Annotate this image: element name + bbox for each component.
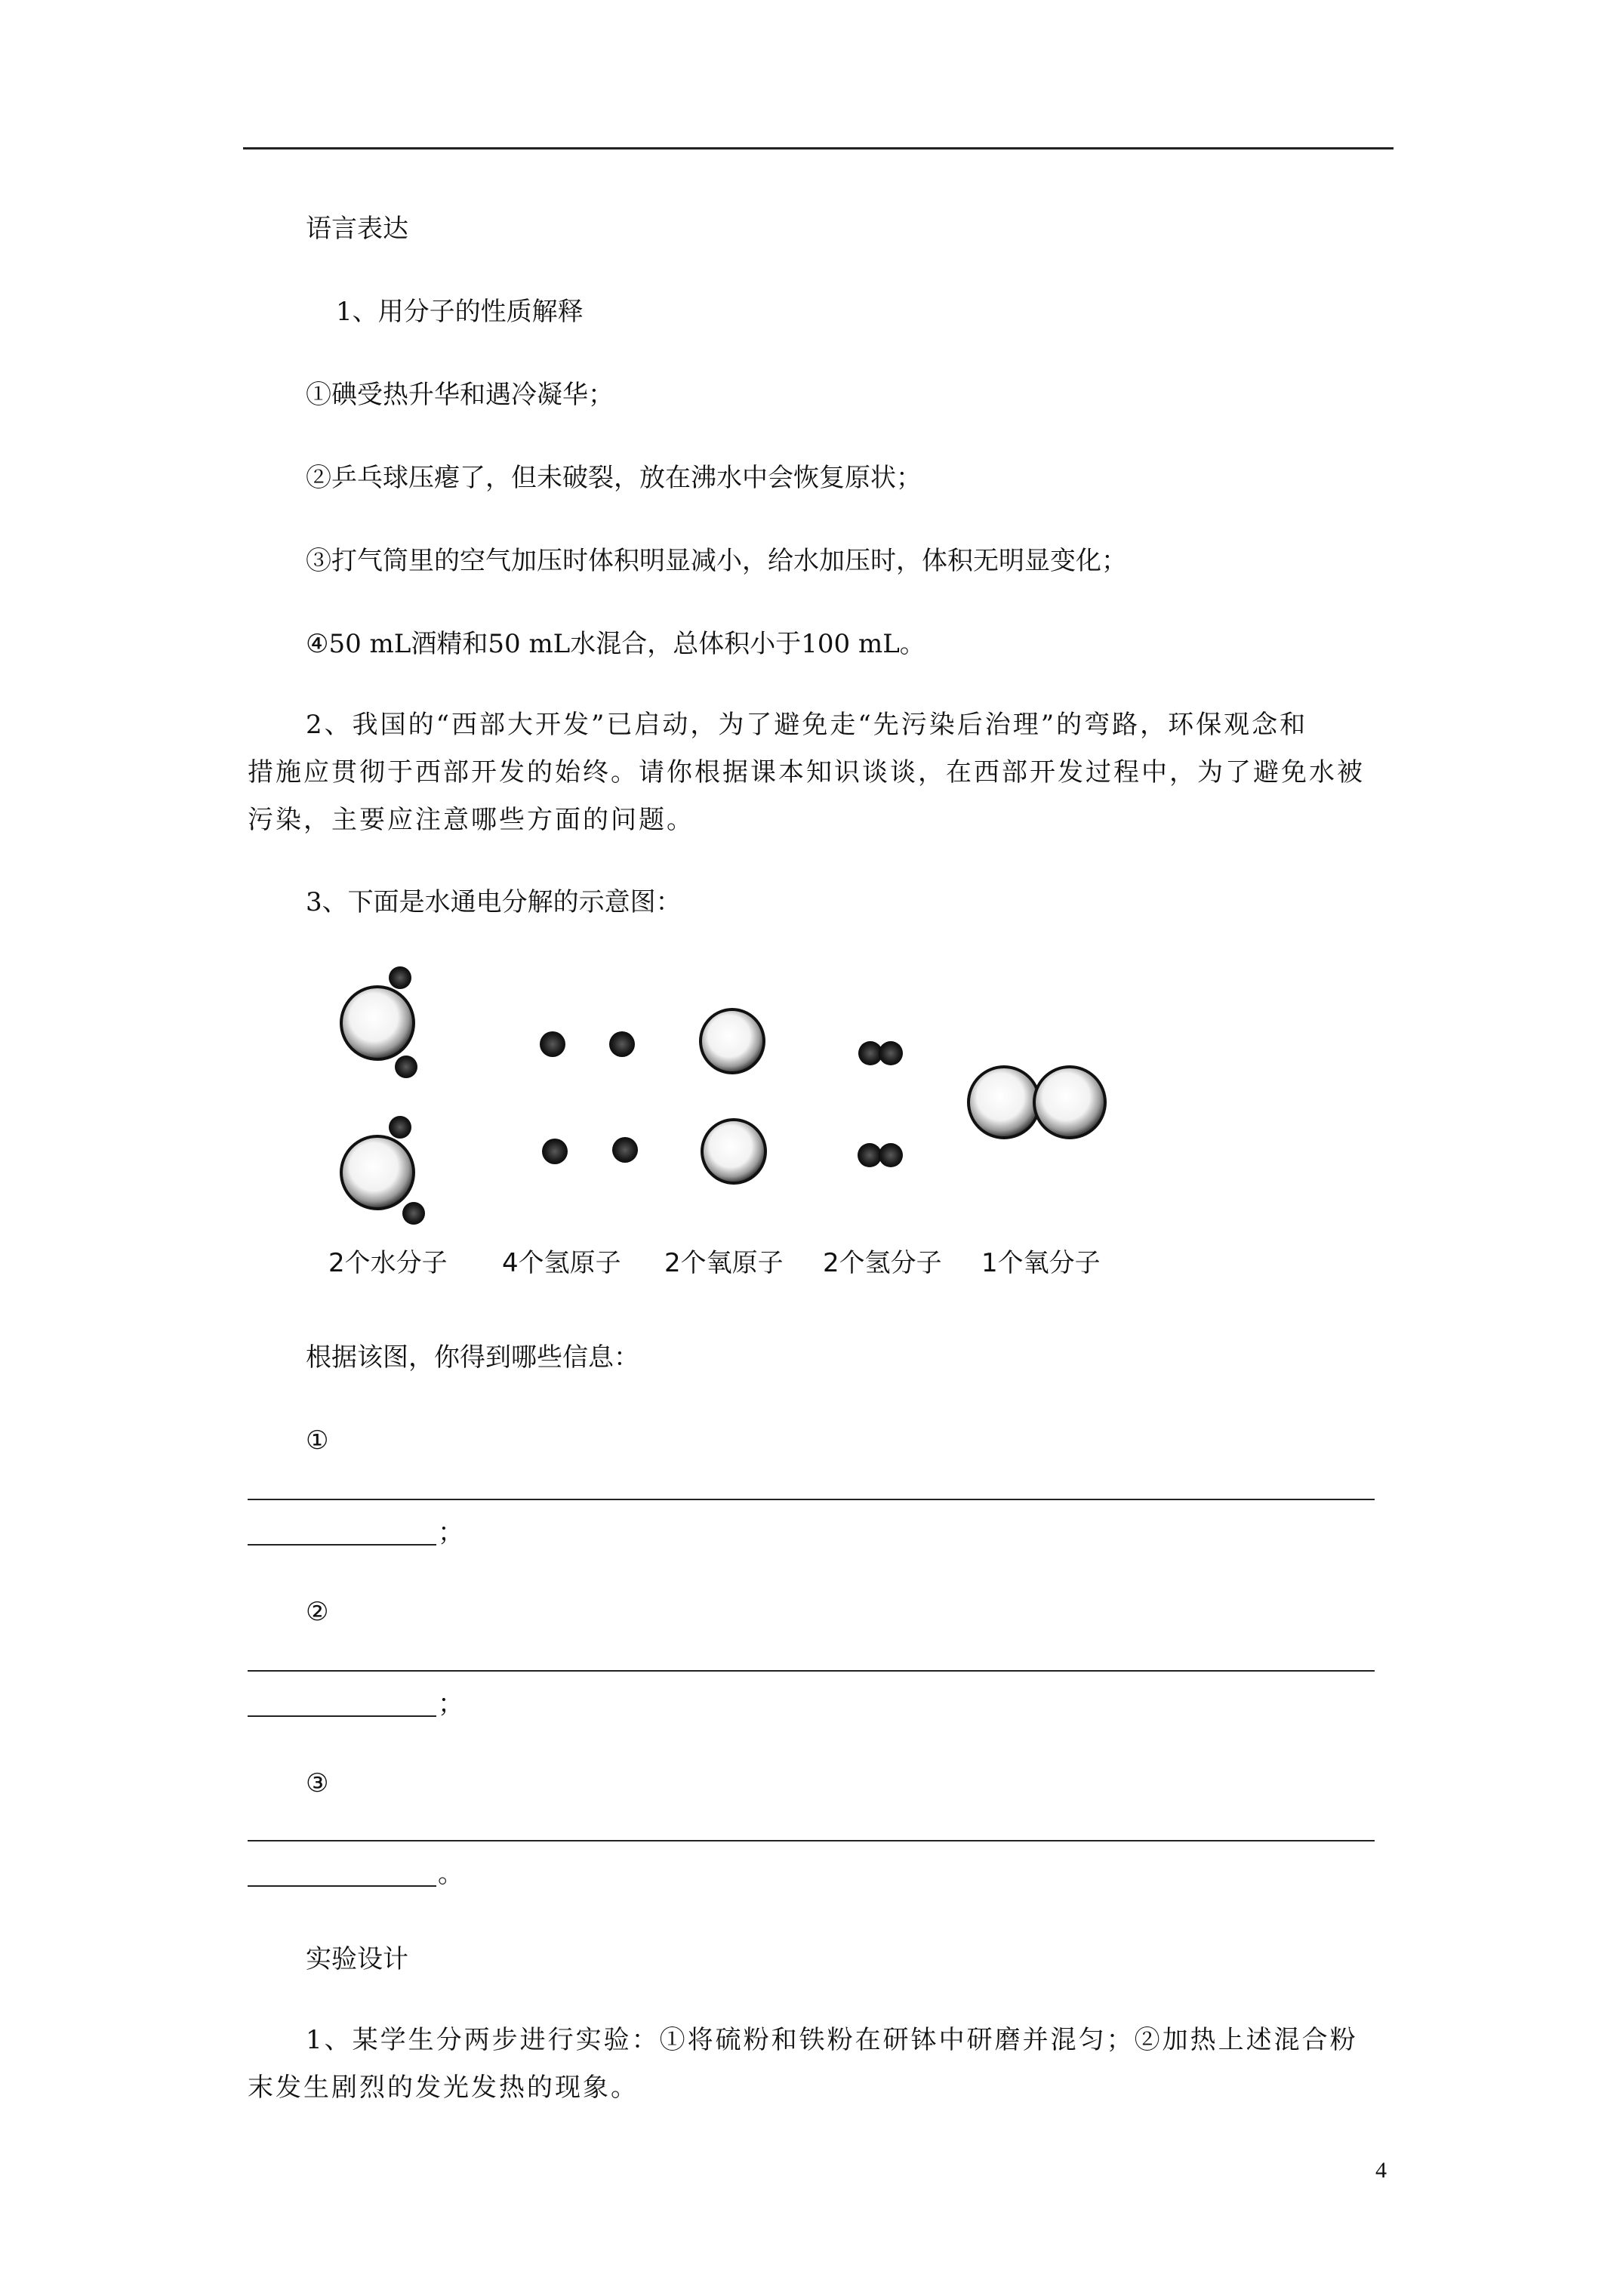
section-heading-experiment: 实验设计: [306, 1944, 408, 1974]
label-oxygen-atoms: 2个氧原子: [664, 1248, 784, 1278]
hydrogen-atoms: [540, 1031, 638, 1164]
blank-2-line[interactable]: [248, 1670, 1375, 1672]
blank-2-marker: ②: [306, 1597, 329, 1627]
question-1-item-1: ①碘受热升华和遇冷凝华；: [306, 380, 614, 410]
question-2-line-3: 污染，主要应注意哪些方面的问题。: [248, 805, 694, 835]
question-3-prompt: 根据该图，你得到哪些信息：: [306, 1342, 639, 1373]
header-rule: [243, 147, 1394, 149]
section-heading-language: 语言表达: [306, 214, 408, 244]
experiment-1-line-2: 末发生剧烈的发光发热的现象。: [248, 2073, 639, 2103]
question-2-line-1: 2、我国的“西部大开发”已启动，为了避免走“先污染后治理”的弯路，环保观念和: [306, 710, 1308, 740]
water-electrolysis-diagram: [325, 948, 1155, 1295]
blank-2-end: ；: [438, 1689, 463, 1719]
blank-3-end: 。: [438, 1859, 463, 1889]
blank-3-marker: ③: [306, 1768, 329, 1798]
question-1-title: 1、用分子的性质解释: [336, 297, 584, 327]
question-1-item-3: ③打气筒里的空气加压时体积明显减小，给水加压时，体积无明显变化；: [306, 546, 1127, 576]
blank-1-short-line[interactable]: [248, 1544, 436, 1546]
experiment-1-line-1: 1、某学生分两步进行实验：①将硫粉和铁粉在研钵中研磨并混匀；②加热上述混合粉: [306, 2025, 1358, 2055]
label-oxygen-molecule: 1个氧分子: [981, 1248, 1101, 1278]
question-1-item-4: ④50 mL酒精和50 mL水混合，总体积小于100 mL。: [306, 629, 925, 659]
question-3-title: 3、下面是水通电分解的示意图：: [306, 887, 682, 917]
blank-3-line[interactable]: [248, 1840, 1375, 1841]
question-2-line-2: 措施应贯彻于西部开发的始终。请你根据课本知识谈谈，在西部开发过程中，为了避免水被: [248, 757, 1365, 787]
water-molecule-1: [341, 966, 417, 1078]
blank-1-line[interactable]: [248, 1499, 1375, 1500]
blank-1-end: ；: [438, 1518, 463, 1548]
question-1-item-2: ②乒乓球压瘪了，但未破裂，放在沸水中会恢复原状；: [306, 463, 922, 493]
hydrogen-molecules: [858, 1041, 903, 1167]
label-hydrogen-molecules: 2个氢分子: [823, 1248, 942, 1278]
oxygen-molecule: [969, 1067, 1105, 1138]
page-number: 4: [1375, 2158, 1387, 2183]
molecule-illustration: [325, 948, 1155, 1234]
blank-1-marker: ①: [306, 1425, 329, 1456]
label-hydrogen-atoms: 4个氢原子: [502, 1248, 621, 1278]
blank-2-short-line[interactable]: [248, 1715, 436, 1717]
blank-3-short-line[interactable]: [248, 1885, 436, 1887]
water-molecule-2: [341, 1116, 425, 1225]
label-water-molecules: 2个水分子: [328, 1248, 448, 1278]
oxygen-atoms: [701, 1009, 765, 1183]
